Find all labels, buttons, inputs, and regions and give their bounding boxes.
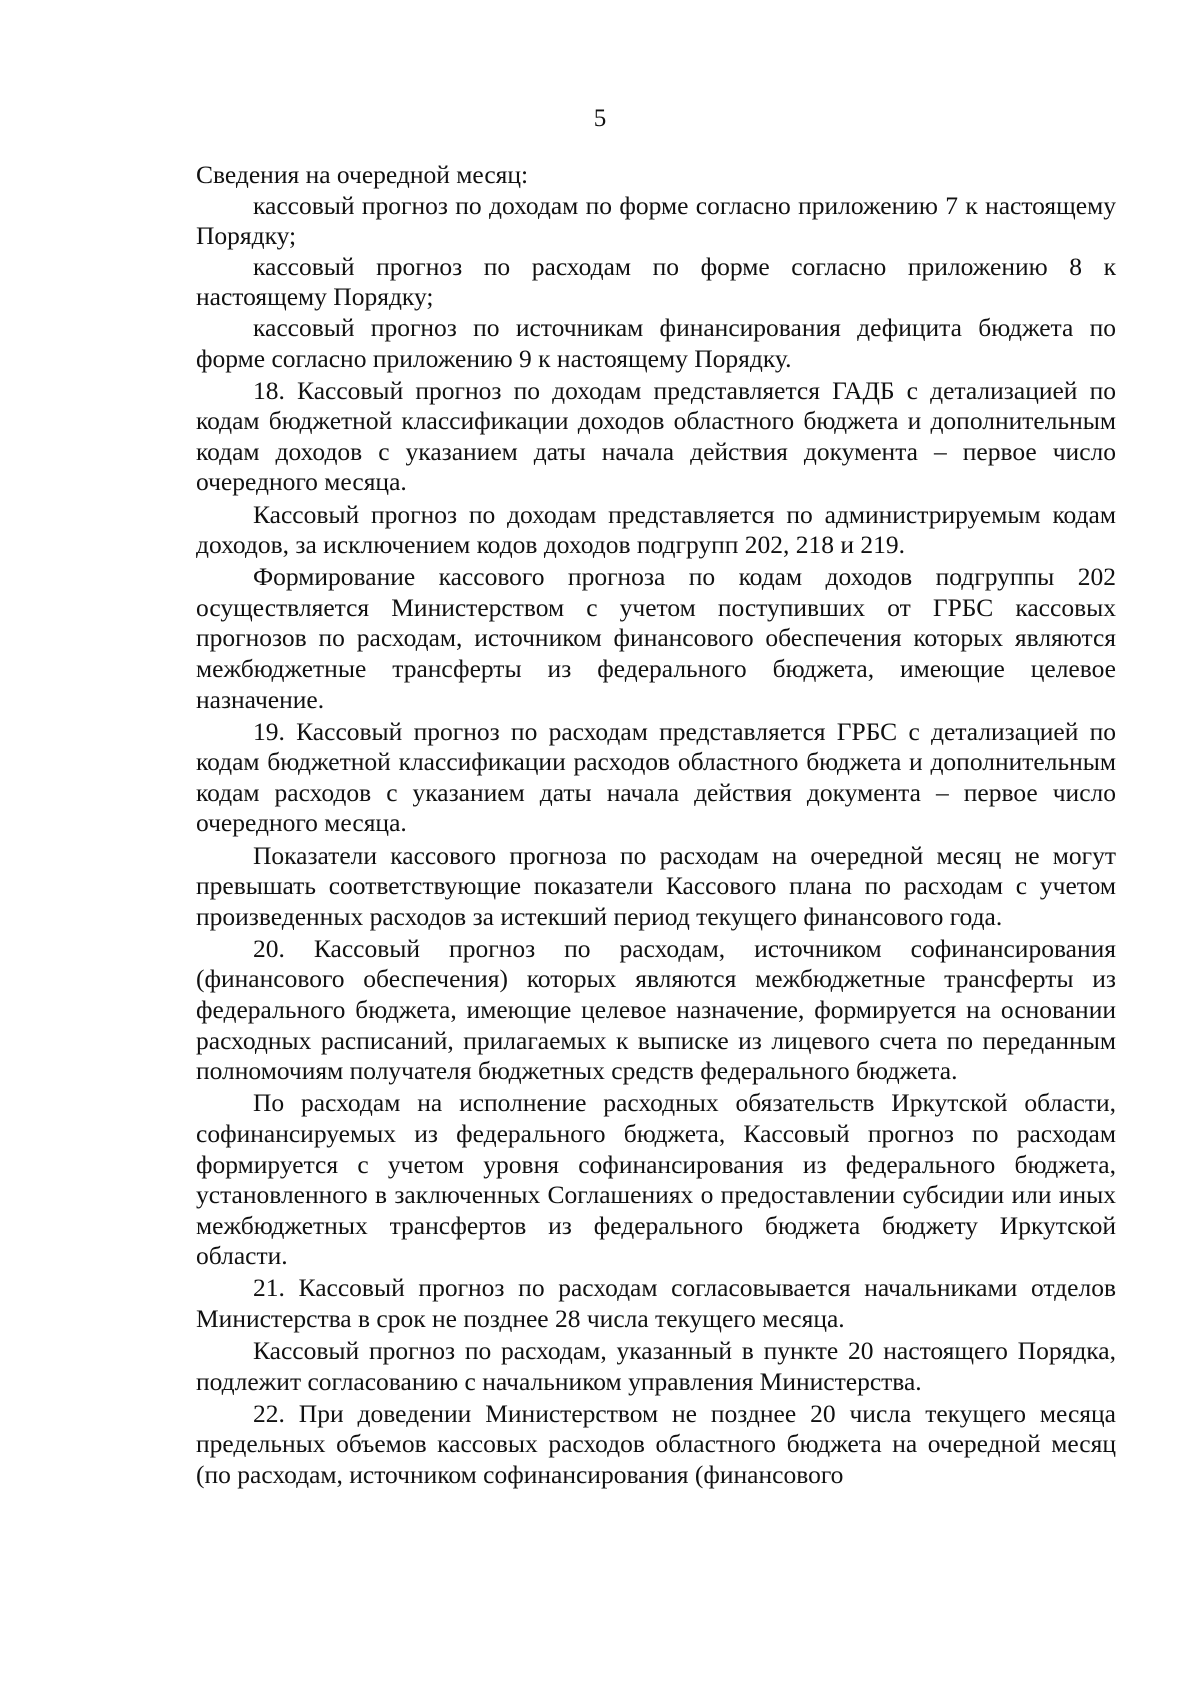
paragraph: кассовый прогноз по расходам по форме согласно приложению 8 к настоящему Порядку;	[196, 251, 1116, 312]
paragraph: По расходам на исполнение расходных обязательств Иркутской области, софинансируемых из федерального бюджета, Кассовый прогноз по расходам формируется с учетом уровня софинансирования из федерального бюджета, установленного в заключенных Соглашениях о предоставлении субсидии или иных межбюджетных трансфертов из федерального бюджета бюджету Иркутской области.	[196, 1088, 1116, 1271]
document-body	[196, 160, 1116, 1491]
paragraph-item-20: 20. Кассовый прогноз по расходам, источником софинансирования (финансового обеспечения) которых являются межбюджетные трансферты из федерального бюджета, имеющие целевое назначение, формируется на основании расходных расписаний, прилагаемых к выписке из лицевого счета по переданным полномочиям получателя бюджетных средств федерального бюджета.	[196, 933, 1116, 1086]
paragraph: Кассовый прогноз по доходам представляется по администрируемым кодам доходов, за исключением кодов доходов подгрупп 202, 218 и 219.	[196, 499, 1116, 560]
paragraph: Кассовый прогноз по расходам, указанный в пункте 20 настоящего Порядка, подлежит согласованию с начальником управления Министерства.	[196, 1336, 1116, 1396]
paragraph-item-18: 18. Кассовый прогноз по доходам представляется ГАДБ с детализацией по кодам бюджетной классификации доходов областного бюджета и дополнительным кодам доходов с указанием даты начала действия документа – первое число очередного месяца.	[196, 375, 1116, 497]
paragraph: Формирование кассового прогноза по кодам доходов подгруппы 202 осуществляется Министерством с учетом поступивших от ГРБС кассовых прогнозов по расходам, источником финансового обеспечения которых являются межбюджетные трансферты из федерального бюджета, имеющие целевое назначение.	[196, 562, 1116, 714]
paragraph-item-21: 21. Кассовый прогноз по расходам согласовывается начальниками отделов Министерства в срок не позднее 28 числа текущего месяца.	[196, 1273, 1116, 1333]
page-number: 5	[593, 105, 607, 132]
section-heading: Сведения на очередной месяц:	[196, 160, 529, 189]
paragraph: кассовый прогноз по источникам финансирования дефицита бюджета по форме согласно приложению 9 к настоящему Порядку.	[196, 312, 1116, 373]
paragraph: кассовый прогноз по доходам по форме согласно приложению 7 к настоящему Порядку;	[196, 190, 1116, 251]
paragraph-item-22: 22. При доведении Министерством не позднее 20 числа текущего месяца предельных объемов кассовых расходов областного бюджета на очередной месяц (по расходам, источником софинансирования (финансового	[196, 1398, 1116, 1489]
paragraph: Показатели кассового прогноза по расходам на очередной месяц не могут превышать соответствующие показатели Кассового плана по расходам с учетом произведенных расходов за истекший период текущего финансового года.	[196, 840, 1116, 931]
paragraph-item-19: 19. Кассовый прогноз по расходам представляется ГРБС с детализацией по кодам бюджетной классификации расходов областного бюджета и дополнительным кодам расходов с указанием даты начала действия документа – первое число очередного месяца.	[196, 716, 1116, 838]
